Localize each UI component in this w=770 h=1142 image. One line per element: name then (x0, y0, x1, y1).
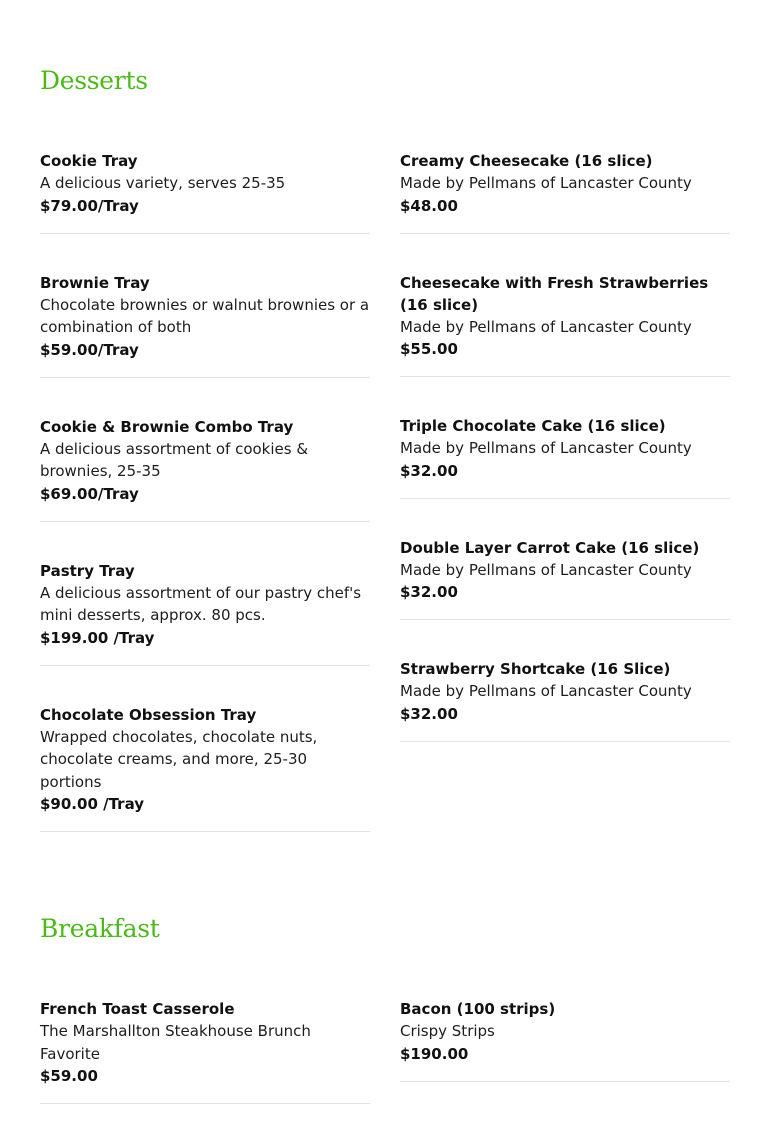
menu-item (40, 416, 370, 522)
menu-item-description: Made by Pellmans of Lancaster County (400, 174, 692, 192)
menu-item (40, 704, 370, 833)
menu-item-name: Strawberry Shortcake (16 Slice) (400, 660, 671, 678)
menu-item-name: Triple Chocolate Cake (16 slice) (400, 417, 666, 435)
menu-item-name: Bacon (100 strips) (400, 1000, 556, 1018)
menu-item-price: $199.00 /Tray (40, 628, 155, 647)
menu-item-description: A delicious assortment of our pastry chef's mini desserts, approx. 80 pcs. (40, 583, 362, 624)
menu-item-name: Pastry Tray (40, 561, 135, 580)
menu-item-description: Made by Pellmans of Lancaster County (400, 439, 692, 457)
menu-item-description: Wrapped chocolates, chocolate nuts, chocolate creams, and more, 25-30 portions (40, 727, 318, 791)
section-title-breakfast: Breakfast (40, 914, 160, 943)
menu-item-name: Chocolate Obsession Tray (40, 705, 257, 724)
menu-item (40, 998, 370, 1104)
breakfast-right-column (400, 998, 730, 1142)
menu-item-name: French Toast Casserole (40, 1000, 235, 1018)
menu-item-description: Made by Pellmans of Lancaster County (400, 560, 692, 579)
breakfast-section (40, 914, 730, 1085)
menu-item (400, 537, 730, 621)
desserts-right-column (400, 150, 730, 870)
menu-item-price: $32.00 (400, 583, 458, 601)
menu-item-description: Made by Pellmans of Lancaster County (400, 317, 692, 336)
menu-item (400, 658, 730, 742)
desserts-left-column (40, 150, 370, 870)
menu-item-description: Crispy Strips (400, 1022, 495, 1040)
breakfast-left-column (40, 998, 370, 1142)
menu-item-price: $48.00 (400, 196, 458, 215)
breakfast-columns (40, 998, 730, 1142)
menu-item-price: $69.00/Tray (40, 484, 139, 503)
menu-item (40, 150, 370, 234)
menu-item-price: $59.00 (40, 1067, 98, 1085)
menu-item-name: Cheesecake with Fresh Strawberries (16 slice) (400, 273, 709, 314)
menu-item-description: The Marshallton Steakhouse Brunch Favorite (40, 1022, 311, 1063)
menu-item-price: $32.00 (400, 461, 458, 480)
menu-item-name: Creamy Cheesecake (16 slice) (400, 152, 653, 170)
desserts-section (40, 66, 730, 813)
menu-item-description: A delicious variety, serves 25-35 (40, 174, 286, 192)
menu-item-name: Cookie Tray (40, 152, 138, 170)
menu-item-price: $79.00/Tray (40, 196, 139, 215)
menu-item-name: Brownie Tray (40, 273, 150, 292)
menu-item-price: $32.00 (400, 704, 458, 723)
section-title-desserts: Desserts (40, 66, 148, 95)
menu-item (400, 150, 730, 234)
menu-item-description: Chocolate brownies or walnut brownies or a combination of both (40, 295, 370, 336)
menu-item-name: Cookie & Brownie Combo Tray (40, 417, 294, 436)
menu-item-price: $55.00 (400, 340, 458, 358)
menu-item-price: $90.00 /Tray (40, 795, 145, 813)
menu-item (400, 998, 730, 1082)
menu-item (400, 272, 730, 378)
menu-item-price: $190.00 (400, 1044, 469, 1063)
menu-item-name: Double Layer Carrot Cake (16 slice) (400, 538, 700, 557)
menu-item-description: A delicious assortment of cookies & brownies, 25-35 (40, 439, 309, 480)
desserts-columns (40, 150, 730, 870)
menu-item (40, 560, 370, 666)
menu-item (40, 272, 370, 378)
menu-item-price: $59.00/Tray (40, 340, 139, 359)
menu-item-description: Made by Pellmans of Lancaster County (400, 682, 692, 700)
menu-item (400, 415, 730, 499)
